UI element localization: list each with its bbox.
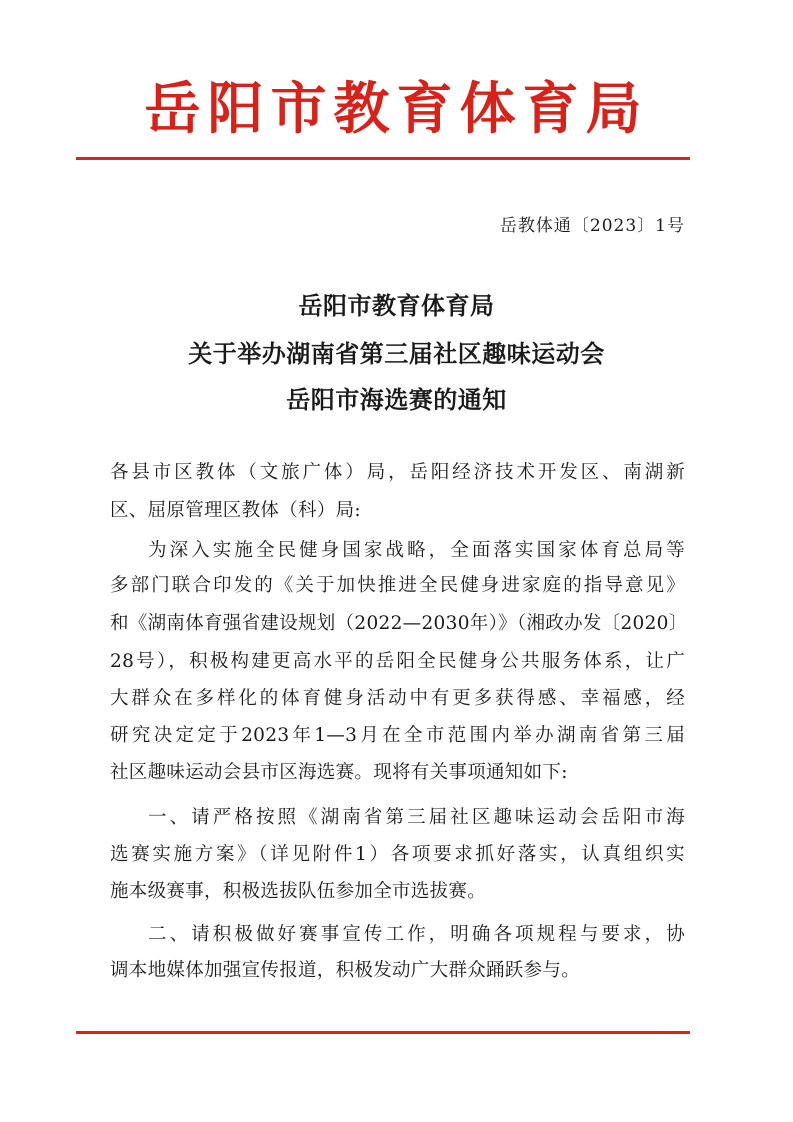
body-line-intro-7: 社区趣味运动会县市区海选赛。现将有关事项通知如下:: [110, 762, 568, 783]
body-line-intro-1: 为深入实施全民健身国家战略，全面落实国家体育总局等: [148, 540, 685, 561]
body-line-item2-1: 二、请积极做好赛事宣传工作，明确各项规程与要求，协: [148, 924, 685, 945]
body-line-item1-1: 一、请严格按照《湖南省第三届社区趣味运动会岳阳市海: [148, 807, 685, 828]
notice-title-line-2: 关于举办湖南省第三届社区趣味运动会: [188, 339, 605, 368]
agency-masthead: 岳阳市教育体育局: [144, 77, 649, 142]
body-line-item1-3: 施本级赛事，积极选拔队伍参加全市选拔赛。: [110, 881, 487, 902]
footer-red-rule: [76, 1031, 690, 1034]
body-line-intro-5: 大群众在多样化的体育健身活动中有更多获得感、幸福感，经: [110, 688, 685, 709]
body-line-item2-2: 调本地媒体加强宣传报道，积极发动广大群众踊跃参与。: [110, 960, 581, 981]
body-line-intro-3: 和《湖南体育强省建设规划（2022—2030年）》（湘政办发〔2020〕: [110, 613, 688, 634]
body-line-recipients-2: 区、屈原管理区教体（科）局:: [110, 500, 361, 521]
body-line-recipients-1: 各县市区教体（文旅广体）局，岳阳经济技术开发区、南湖新: [110, 462, 685, 483]
masthead-red-rule: [76, 157, 690, 160]
body-line-intro-6: 研究决定定于2023年1—3月在全市范围内举办湖南省第三届: [110, 725, 685, 746]
notice-title-line-3: 岳阳市海选赛的通知: [286, 385, 507, 414]
notice-title-line-1: 岳阳市教育体育局: [298, 291, 495, 320]
body-line-intro-4: 28号），积极构建更高水平的岳阳全民健身公共服务体系，让广: [110, 651, 685, 672]
document-number: 岳教体通〔2023〕1号: [499, 216, 685, 236]
body-line-item1-2: 选赛实施方案》（详见附件1）各项要求抓好落实，认真组织实: [110, 844, 685, 865]
body-line-intro-2: 多部门联合印发的《关于加快推进全民健身进家庭的指导意见》: [110, 575, 685, 596]
